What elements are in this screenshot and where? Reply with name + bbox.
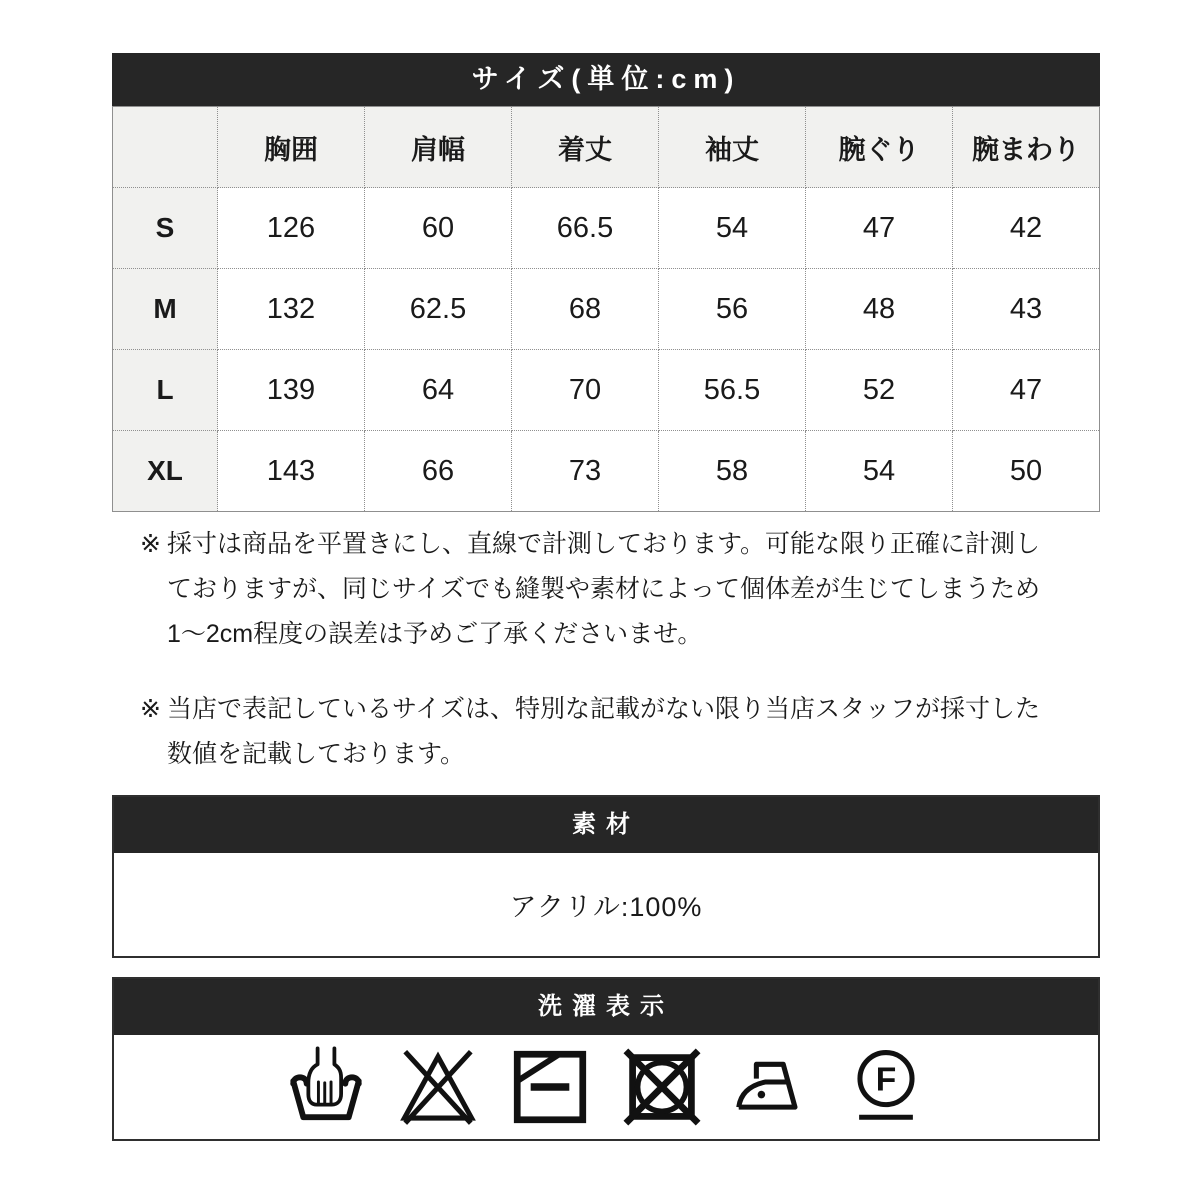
cell-value: 73	[512, 431, 659, 512]
care-icons-row	[114, 1035, 1098, 1139]
note-marker: ※	[140, 695, 161, 723]
material-section	[112, 795, 1100, 958]
table-row-xl	[113, 431, 1100, 512]
cell-value: 139	[218, 350, 365, 431]
cell-value: 132	[218, 269, 365, 350]
note-line: 数値を記載しております。	[167, 740, 466, 768]
care-title: 洗濯表示	[114, 979, 1098, 1035]
note-line: 1〜2cm程度の誤差は予めご了承くださいませ。	[167, 620, 703, 648]
svg-text:F: F	[875, 1061, 897, 1099]
column-header-sleeve: 袖丈	[659, 107, 806, 188]
table-row-s	[113, 188, 1100, 269]
column-header-shoulder: 肩幅	[365, 107, 512, 188]
cell-value: 62.5	[365, 269, 512, 350]
column-header-length: 着丈	[512, 107, 659, 188]
cell-value: 70	[512, 350, 659, 431]
size-label: XL	[113, 431, 218, 512]
cell-value: 126	[218, 188, 365, 269]
size-label: L	[113, 350, 218, 431]
size-table	[112, 106, 1100, 512]
table-row-m	[113, 269, 1100, 350]
do-not-tumble-dry-icon	[620, 1043, 704, 1131]
note-staff-measured	[140, 687, 1100, 777]
cell-value: 64	[365, 350, 512, 431]
cell-value: 50	[953, 431, 1100, 512]
note-line: ておりますが、同じサイズでも縫製や素材によって個体差が生じてしまうため	[167, 575, 1041, 603]
column-header-arm-circumference: 腕まわり	[953, 107, 1100, 188]
size-table-corner-cell	[113, 107, 218, 188]
note-line: 当店で表記しているサイズは、特別な記載がない限り当店スタッフが採寸した	[167, 695, 1041, 723]
cell-value: 66	[365, 431, 512, 512]
note-marker: ※	[140, 530, 161, 558]
material-value: アクリル:100%	[509, 892, 703, 922]
material-title: 素材	[114, 797, 1098, 853]
cell-value: 143	[218, 431, 365, 512]
cell-value: 42	[953, 188, 1100, 269]
dry-clean-f-gentle-icon	[844, 1043, 928, 1131]
measurement-notes	[140, 522, 1100, 777]
size-table-header-row	[113, 107, 1100, 188]
cell-value: 60	[365, 188, 512, 269]
cell-value: 56	[659, 269, 806, 350]
cell-value: 56.5	[659, 350, 806, 431]
cell-value: 68	[512, 269, 659, 350]
note-measurement-accuracy	[140, 522, 1100, 657]
size-label: S	[113, 188, 218, 269]
note-line: 採寸は商品を平置きにし、直線で計測しております。可能な限り正確に計測し	[167, 530, 1041, 558]
iron-low-heat-icon	[732, 1043, 816, 1131]
cell-value: 58	[659, 431, 806, 512]
cell-value: 43	[953, 269, 1100, 350]
column-header-armhole: 腕ぐり	[806, 107, 953, 188]
column-header-chest: 胸囲	[218, 107, 365, 188]
cell-value: 66.5	[512, 188, 659, 269]
hand-wash-icon	[284, 1043, 368, 1131]
cell-value: 47	[953, 350, 1100, 431]
care-section	[112, 977, 1100, 1141]
cell-value: 52	[806, 350, 953, 431]
cell-value: 48	[806, 269, 953, 350]
size-table-title: サイズ(単位:cm)	[112, 53, 1100, 106]
cell-value: 47	[806, 188, 953, 269]
table-row-l	[113, 350, 1100, 431]
flat-dry-in-shade-icon	[508, 1043, 592, 1131]
size-label: M	[113, 269, 218, 350]
size-table-section	[112, 53, 1100, 512]
do-not-bleach-icon	[396, 1043, 480, 1131]
cell-value: 54	[806, 431, 953, 512]
cell-value: 54	[659, 188, 806, 269]
